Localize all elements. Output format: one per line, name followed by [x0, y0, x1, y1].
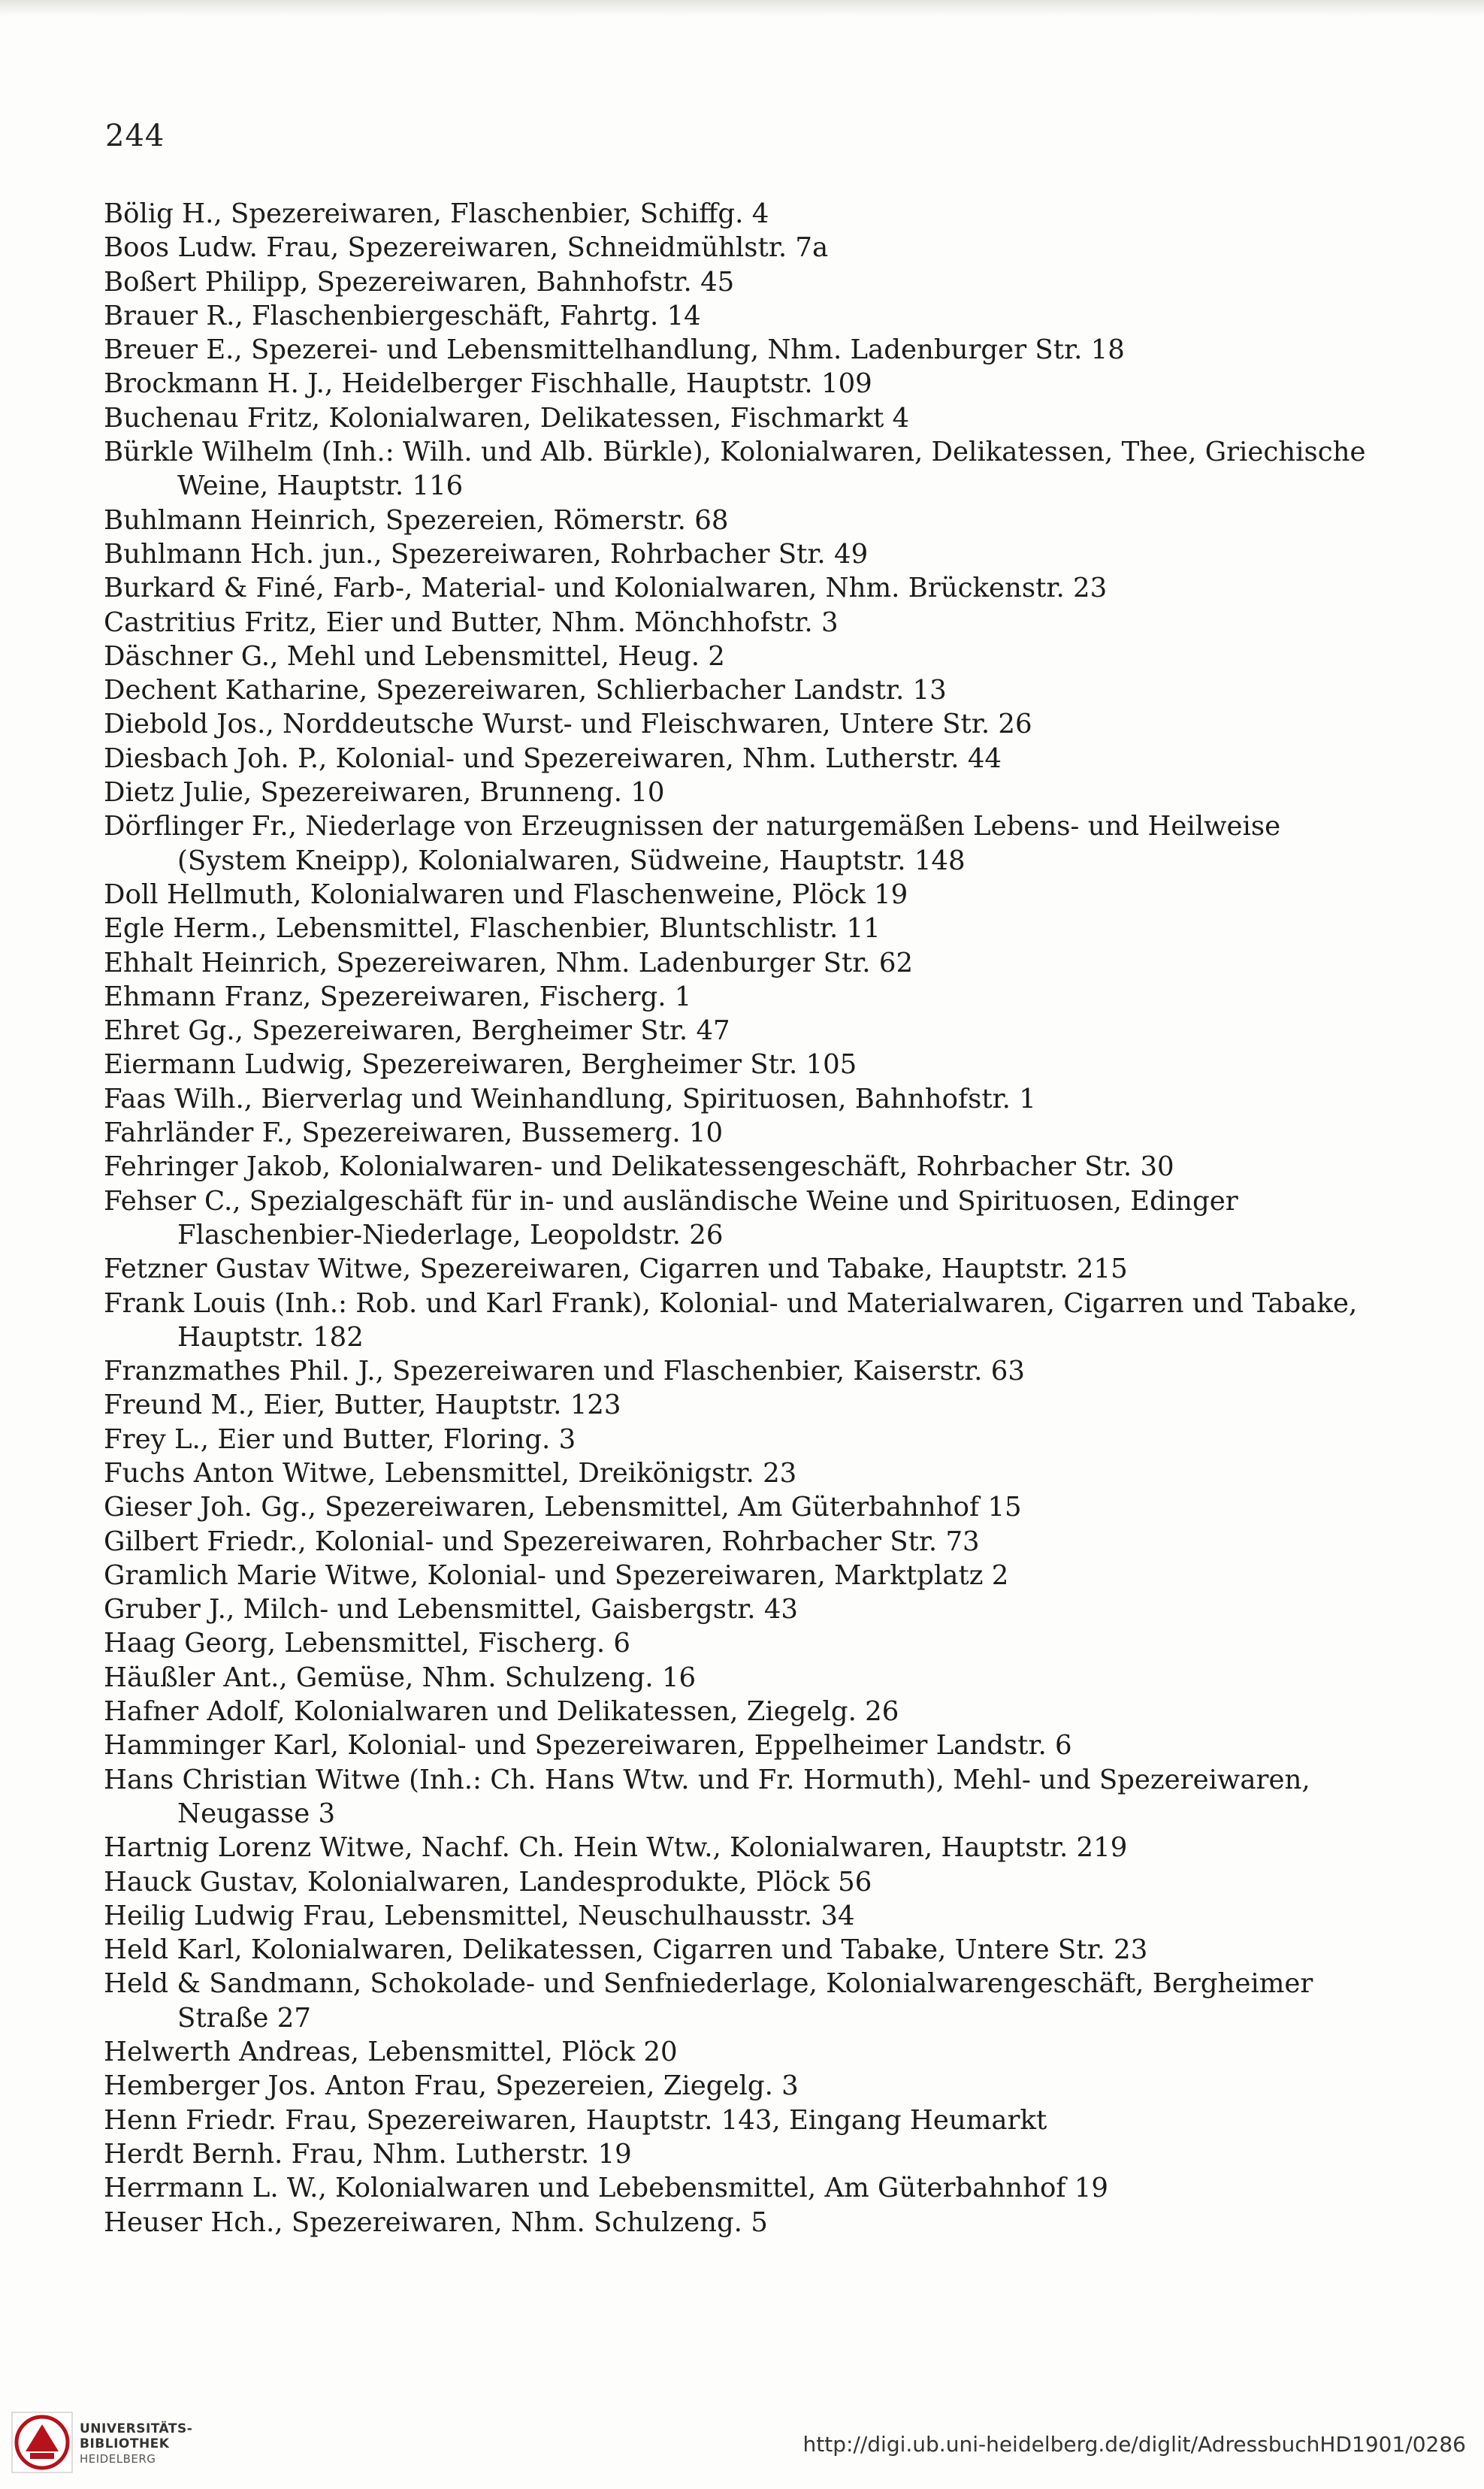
directory-entry: Boßert Philipp, Spezereiwaren, Bahnhofstr. 45 — [104, 266, 735, 298]
directory-entry: Held Karl, Kolonialwaren, Delikatessen, Cigarren und Tabake, Untere Str. 23 — [104, 1934, 1148, 1966]
directory-entry: Hartnig Lorenz Witwe, Nachf. Ch. Hein Wtw., Kolonialwaren, Hauptstr. 219 — [104, 1832, 1128, 1864]
directory-entry: Frey L., Eier und Butter, Floring. 3 — [104, 1423, 576, 1455]
footer — [0, 2397, 1484, 2489]
directory-entry: Buhlmann Heinrich, Spezereien, Römerstr. 68 — [104, 504, 729, 536]
directory-entry: Heilig Ludwig Frau, Lebensmittel, Neuschulhausstr. 34 — [104, 1900, 855, 1931]
directory-entry: Haag Georg, Lebensmittel, Fischerg. 6 — [104, 1628, 630, 1659]
directory-entry: Fehringer Jakob, Kolonialwaren- und Delikatessengeschäft, Rohrbacher Str. 30 — [104, 1151, 1174, 1183]
directory-entry: Faas Wilh., Bierverlag und Weinhandlung, Spirituosen, Bahnhofstr. 1 — [104, 1083, 1036, 1114]
directory-entry: Ehhalt Heinrich, Spezereiwaren, Nhm. Ladenburger Str. 62 — [104, 947, 914, 978]
directory-entry: Frank Louis (Inh.: Rob. und Karl Frank), Kolonial- und Materialwaren, Cigarren und Tabake, Hauptstr. 182 — [104, 1287, 1358, 1353]
directory-entry: Gruber J., Milch- und Lebensmittel, Gaisbergstr. 43 — [104, 1594, 799, 1626]
directory-entry: Doll Hellmuth, Kolonialwaren und Flaschenweine, Plöck 19 — [104, 879, 908, 910]
directory-entry: Dechent Katharine, Spezereiwaren, Schlierbacher Landstr. 13 — [104, 675, 947, 706]
directory-entry: Burkard & Finé, Farb-, Material- und Kolonialwaren, Nhm. Brückenstr. 23 — [104, 573, 1108, 604]
university-library-logo-icon — [11, 2411, 74, 2474]
logo-line-2: BIBLIOTHEK — [80, 2436, 170, 2451]
directory-entry: Ehret Gg., Spezereiwaren, Bergheimer Str. 47 — [104, 1015, 730, 1047]
directory-entry: Castritius Fritz, Eier und Butter, Nhm. Mönchhofstr. 3 — [104, 606, 839, 638]
directory-entry: Buchenau Fritz, Kolonialwaren, Delikatessen, Fischmarkt 4 — [104, 402, 910, 434]
directory-entry: Freund M., Eier, Butter, Hauptstr. 123 — [104, 1390, 621, 1421]
directory-entry: Dörflinger Fr., Niederlage von Erzeugnissen der naturgemäßen Lebens- und Heilweise (System Kneipp), Kolonialwaren, Südweine, Hauptstr. 148 — [104, 811, 1281, 876]
directory-entry-list — [104, 197, 1381, 2239]
directory-entry: Brockmann H. J., Heidelberger Fischhalle, Hauptstr. 109 — [104, 368, 872, 400]
directory-entry: Franzmathes Phil. J., Spezereiwaren und Flaschenbier, Kaiserstr. 63 — [104, 1356, 1025, 1387]
directory-entry: Fehser C., Spezialgeschäft für in- und ausländische Weine und Spirituosen, Edinger Flaschenbier-Niederlage, Leopoldstr. 26 — [104, 1185, 1238, 1251]
directory-entry: Bürkle Wilhelm (Inh.: Wilh. und Alb. Bürkle), Kolonialwaren, Delikatessen, Thee, Griechische Weine, Hauptstr. 116 — [104, 437, 1366, 502]
directory-entry: Breuer E., Spezerei- und Lebensmittelhandlung, Nhm. Ladenburger Str. 18 — [104, 334, 1125, 366]
directory-entry: Heuser Hch., Spezereiwaren, Nhm. Schulzeng. 5 — [104, 2206, 768, 2238]
directory-entry: Herrmann L. W., Kolonialwaren und Lebebensmittel, Am Güterbahnhof 19 — [104, 2173, 1108, 2204]
directory-entry: Diesbach Joh. P., Kolonial- und Spezereiwaren, Nhm. Lutherstr. 44 — [104, 742, 1002, 774]
library-logo[interactable] — [11, 2405, 221, 2480]
directory-entry: Herdt Bernh. Frau, Nhm. Lutherstr. 19 — [104, 2138, 632, 2170]
directory-entry: Diebold Jos., Norddeutsche Wurst- und Fleischwaren, Untere Str. 26 — [104, 709, 1032, 740]
logo-text — [80, 2421, 192, 2466]
directory-entry: Dietz Julie, Spezereiwaren, Brunneng. 10 — [104, 777, 665, 809]
directory-entry: Häußler Ant., Gemüse, Nhm. Schulzeng. 16 — [104, 1662, 697, 1693]
logo-line-1: UNIVERSITÄTS- — [80, 2421, 193, 2436]
directory-entry: Hauck Gustav, Kolonialwaren, Landesprodukte, Plöck 56 — [104, 1866, 872, 1898]
directory-entry: Henn Friedr. Frau, Spezereiwaren, Hauptstr. 143, Eingang Heumarkt — [104, 2104, 1047, 2136]
directory-entry: Fahrländer F., Spezereiwaren, Bussemerg. 10 — [104, 1117, 724, 1149]
page-number: 244 — [105, 119, 165, 153]
source-url-link[interactable]: http://digi.ub.uni-heidelberg.de/diglit/AdressbuchHD1901/0286 — [802, 2432, 1466, 2457]
directory-entry: Held & Sandmann, Schokolade- und Senfniederlage, Kolonialwarengeschäft, Bergheimer Straße 27 — [104, 1968, 1313, 2034]
directory-entry: Egle Herm., Lebensmittel, Flaschenbier, Bluntschlistr. 11 — [104, 913, 881, 945]
directory-entry: Gieser Joh. Gg., Spezereiwaren, Lebensmittel, Am Güterbahnhof 15 — [104, 1492, 1022, 1523]
directory-entry: Gramlich Marie Witwe, Kolonial- und Spezereiwaren, Marktplatz 2 — [104, 1559, 1009, 1591]
directory-entry: Fuchs Anton Witwe, Lebensmittel, Dreikönigstr. 23 — [104, 1457, 797, 1489]
scan-edge — [0, 0, 1484, 17]
directory-entry: Buhlmann Hch. jun., Spezereiwaren, Rohrbacher Str. 49 — [104, 538, 869, 570]
logo-line-3: HEIDELBERG — [80, 2452, 156, 2466]
directory-entry: Boos Ludw. Frau, Spezereiwaren, Schneidmühlstr. 7a — [104, 232, 829, 264]
directory-entry: Bölig H., Spezereiwaren, Flaschenbier, Schiffg. 4 — [104, 198, 769, 229]
directory-entry: Gilbert Friedr., Kolonial- und Spezereiwaren, Rohrbacher Str. 73 — [104, 1526, 980, 1557]
directory-entry: Däschner G., Mehl und Lebensmittel, Heug. 2 — [104, 640, 725, 672]
directory-entry: Ehmann Franz, Spezereiwaren, Fischerg. 1 — [104, 981, 692, 1012]
directory-entry: Fetzner Gustav Witwe, Spezereiwaren, Cigarren und Tabake, Hauptstr. 215 — [104, 1254, 1128, 1285]
directory-entry: Hafner Adolf, Kolonialwaren und Delikatessen, Ziegelg. 26 — [104, 1696, 899, 1728]
directory-entry: Helwerth Andreas, Lebensmittel, Plöck 20 — [104, 2037, 678, 2068]
directory-entry: Brauer R., Flaschenbiergeschäft, Fahrtg. 14 — [104, 300, 701, 331]
directory-entry: Hamminger Karl, Kolonial- und Spezereiwaren, Eppelheimer Landstr. 6 — [104, 1730, 1072, 1762]
directory-entry: Hans Christian Witwe (Inh.: Ch. Hans Wtw. und Fr. Hormuth), Mehl- und Spezereiwaren, Neugasse 3 — [104, 1764, 1310, 1829]
directory-entry: Eiermann Ludwig, Spezereiwaren, Bergheimer Str. 105 — [104, 1049, 857, 1081]
directory-entry: Hemberger Jos. Anton Frau, Spezereien, Ziegelg. 3 — [104, 2070, 799, 2102]
